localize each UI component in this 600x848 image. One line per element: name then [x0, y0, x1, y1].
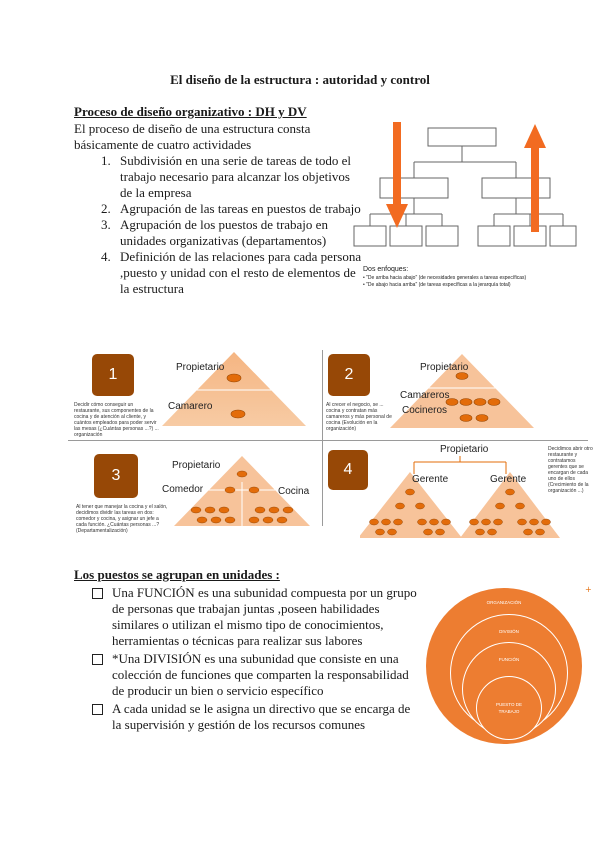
checkbox-icon [92, 704, 103, 715]
down-arrow [386, 122, 408, 228]
list-item: 4. Definición de las relaciones para cada persona ,puesto y unidad con el resto de elementos de la estructura [114, 249, 364, 297]
step-4-badge: 4 [328, 450, 368, 490]
grid-h-line [68, 440, 588, 441]
step-4-pyramids [360, 452, 560, 542]
list-item: 3. Agrupación de los puestos de trabajo en unidades organizativas (departamentos) [114, 217, 364, 249]
page-title: El diseño de la estructura : autoridad y control [170, 72, 430, 87]
org-box-mid-left [380, 178, 448, 198]
intro-line-1: El proceso de diseño de una estructura consta [74, 121, 311, 136]
step-3-note: Al tener que manejar la cocina y el salón, decidimos dividir las tareas en dos: comedor y cocina, y asignar un jefe a cada función. ¿Cuántas personas ...? (Departamentalización) [76, 504, 168, 534]
section1-heading: Proceso de diseño organizativo : DH y DV [74, 104, 307, 119]
circle-puesto [476, 676, 542, 740]
step-2-badge: 2 [328, 354, 370, 396]
enfoques-line-2: • "De abajo hacia arriba" (de tareas específicas a la jerarquía total) [363, 282, 511, 288]
step-2-top-label: Propietario [420, 362, 469, 373]
step-4-left-label: Gerente [412, 474, 449, 485]
step-2-mid-label: Camareros [400, 390, 450, 401]
step-4-note: Decidimos abrir otro restaurante y contratamos gerentes que se encargan de cada uno de ellos (Crecimiento de la organización ...) [548, 446, 593, 494]
grid-v-line [322, 350, 323, 526]
enfoques-line-1: • "De arriba hacia abajo" (de necesidades generales a tareas específicas) [363, 275, 527, 281]
step-1-top-label: Propietario [176, 362, 225, 373]
step-2-note: Al crecer el negocio, se ... cocina y contratan más camareros y más personal de cocina (Evolución en la organización) [326, 402, 392, 432]
list-item: 2. Agrupación de las tareas en puestos de trabajo [114, 201, 364, 217]
checkbox-icon [92, 654, 103, 665]
section2-heading: Los puestos se agrupan en unidades : [74, 567, 280, 582]
circle-puesto-label: PUESTO DE TRABAJO [496, 702, 522, 714]
circle-organizacion-label: ORGANIZACIÓN [486, 600, 522, 605]
checkbox-icon [92, 588, 103, 599]
step-3-top-label: Propietario [172, 460, 221, 471]
step-3-right-label: Cocina [278, 486, 310, 497]
enfoques-title: Dos enfoques: [363, 266, 409, 273]
section1-text [74, 121, 362, 297]
list-item: *Una DIVISIÓN es una subunidad que consiste en una colección de funciones que comparten la responsabilidad de producir un bien o servicio específico [92, 651, 420, 699]
org-box-mid-right [482, 178, 550, 198]
step-1-note: Decidir cómo conseguir un restaurante, sus componentes de la cocina y de atención al cliente, y cuántos empleados para poder servir las mesas (¿Cuántas personas ...?) ... organización [74, 402, 159, 438]
org-box-top [428, 128, 496, 146]
process-list [74, 153, 364, 297]
intro-line-2: básicamente de cuatro actividades [74, 137, 252, 152]
step-3-badge: 3 [94, 454, 138, 498]
step-4-right-label: Gerente [490, 474, 527, 485]
step-4-top-label: Propietario [440, 444, 489, 455]
list-item: 1. Subdivisión en una serie de tareas de todo el trabajo necesario para alcanzar los objetivos de la empresa [114, 153, 364, 201]
units-list [92, 585, 420, 735]
enfoques-text [363, 266, 593, 289]
step-3-left-label: Comedor [162, 484, 204, 495]
circle-funcion-label: FUNCIÓN [498, 657, 520, 662]
list-item: Una FUNCIÓN es una subunidad compuesta por un grupo de personas que trabajan juntas ,poseen habilidades similares o utilizan el mismo tipo de conocimientos, herramientas o técnicas para realizar sus labores [92, 585, 420, 649]
step-2-bottom-label: Cocineros [402, 405, 448, 416]
circle-division-label: DIVISIÓN [499, 629, 519, 634]
hierarchy-diagram [350, 122, 580, 252]
step-1-bottom-label: Camarero [168, 401, 213, 412]
step-1-badge: 1 [92, 354, 134, 396]
corner-mark: + [585, 585, 592, 594]
list-item: A cada unidad se le asigna un directivo que se encarga de la supervisión y gestión de los recursos comunes [92, 701, 420, 733]
